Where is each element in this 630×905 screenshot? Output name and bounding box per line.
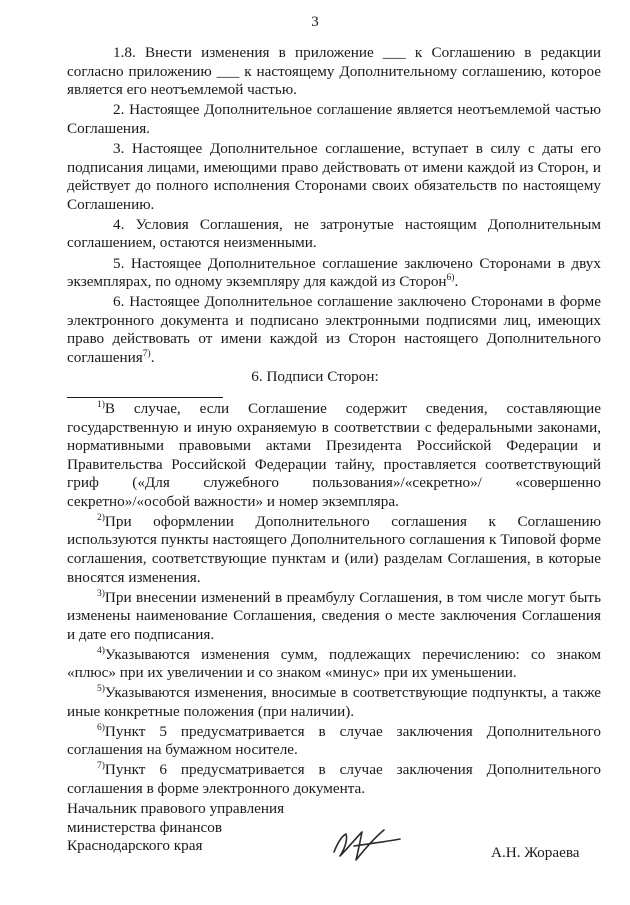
footnote-4	[67, 646, 601, 683]
footnote-2	[67, 513, 601, 587]
footnote-mark: 2)	[97, 512, 105, 523]
paragraph-5-tail: .	[454, 273, 459, 291]
footnote-text: Указываются изменения сумм, подлежащих перечислению: со знаком «плюс» при их увеличении и со знаком «минус» при их уменьшении.	[67, 645, 601, 682]
footnote-7	[67, 761, 601, 798]
footnote-separator	[67, 397, 223, 398]
footnote-mark: 3)	[97, 588, 105, 599]
paragraph-1-8: 1.8. Внести изменения в приложение ___ к Соглашению в редакции согласно приложению ___ к настоящему Дополнительному соглашению, которое является его неотъемлемой частью.	[67, 44, 601, 99]
section-title-signatures: 6. Подписи Сторон:	[251, 368, 379, 385]
paragraph-6-text: 6. Настоящее Дополнительное соглашение заключено Сторонами в форме электронного документа и подписано электронными подписями лиц, имеющих право действовать от имени каждой из Сторон настоящего Дополнительного соглашения	[67, 293, 601, 366]
footnote-3	[67, 589, 601, 645]
footnote-mark: 6)	[97, 722, 105, 733]
paragraph-6	[67, 293, 601, 367]
page-number: 3	[311, 14, 319, 30]
footnote-ref-6: 6)	[446, 273, 455, 284]
footnote-text: Пункт 6 предусматривается в случае заключения Дополнительного соглашения в форме электронного документа.	[67, 761, 601, 797]
footnote-5	[67, 684, 601, 721]
signatory-title	[67, 800, 284, 856]
signatory-title-line: министерства финансов	[67, 818, 223, 836]
paragraph-2: 2. Настоящее Дополнительное соглашение является неотъемлемой частью Соглашения.	[67, 101, 601, 137]
paragraph-5	[67, 255, 601, 292]
handwritten-signature	[328, 822, 404, 866]
agreement-body	[67, 44, 601, 369]
footnote-text: При внесении изменений в преамбулу Соглашения, в том числе могут быть изменены наименование Соглашения, сведения о месте заключения Соглашения и дате его подписания.	[67, 588, 601, 643]
footnote-6	[67, 723, 601, 760]
footnote-mark: 5)	[97, 684, 105, 695]
footnote-text: При оформлении Дополнительного соглашения к Соглашению используются пункты настоящего Дополнительного соглашения к Типовой форме соглашения, соответствующие пунктам и (или) разделам Соглашения, в которые вносятся изменения.	[67, 512, 601, 586]
signatory-title-line: Начальник правового управления	[67, 800, 285, 817]
signatory-title-line: Краснодарского края	[67, 837, 203, 855]
footnotes	[67, 400, 601, 800]
footnote-ref-7: 7)	[142, 348, 151, 359]
footnote-mark: 4)	[97, 645, 105, 656]
paragraph-3: 3. Настоящее Дополнительное соглашение, вступает в силу с даты его подписания лицами, имеющими право действовать от имени каждой из Сторон, и действует до полного исполнения Сторонами своих обязательств по настоящему Соглашению.	[67, 139, 601, 213]
footnote-text: В случае, если Соглашение содержит сведения, составляющие государственную и иную охраняемую в соответствии с федеральными законами, нормативными правовыми актами Президента Российской Федерации и Правительства Российской Федерации тайну, проставляется соответствующий гриф («Для служебного пользования»/«секретно»/ «совершенно секретно»/«особой важности» и номер экземпляра.	[67, 400, 601, 510]
footnote-mark: 1)	[97, 399, 105, 410]
footnote-mark: 7)	[97, 761, 105, 771]
footnote-text: Пункт 5 предусматривается в случае заключения Дополнительного соглашения на бумажном носителе.	[67, 722, 601, 759]
footnote-text: Указываются изменения, вносимые в соответствующие подпункты, а также иные конкретные положения (при наличии).	[67, 684, 601, 720]
footnote-1	[67, 400, 601, 512]
paragraph-5-text: 5. Настоящее Дополнительное соглашение заключено Сторонами в двух экземплярах, по одному экземпляру для каждой из Сторон	[67, 254, 601, 291]
paragraph-4: 4. Условия Соглашения, не затронутые настоящим Дополнительным соглашением, остаются неизменными.	[67, 215, 601, 252]
paragraph-6-tail: .	[150, 349, 155, 366]
signatory-name: А.Н. Жораева	[491, 844, 580, 861]
